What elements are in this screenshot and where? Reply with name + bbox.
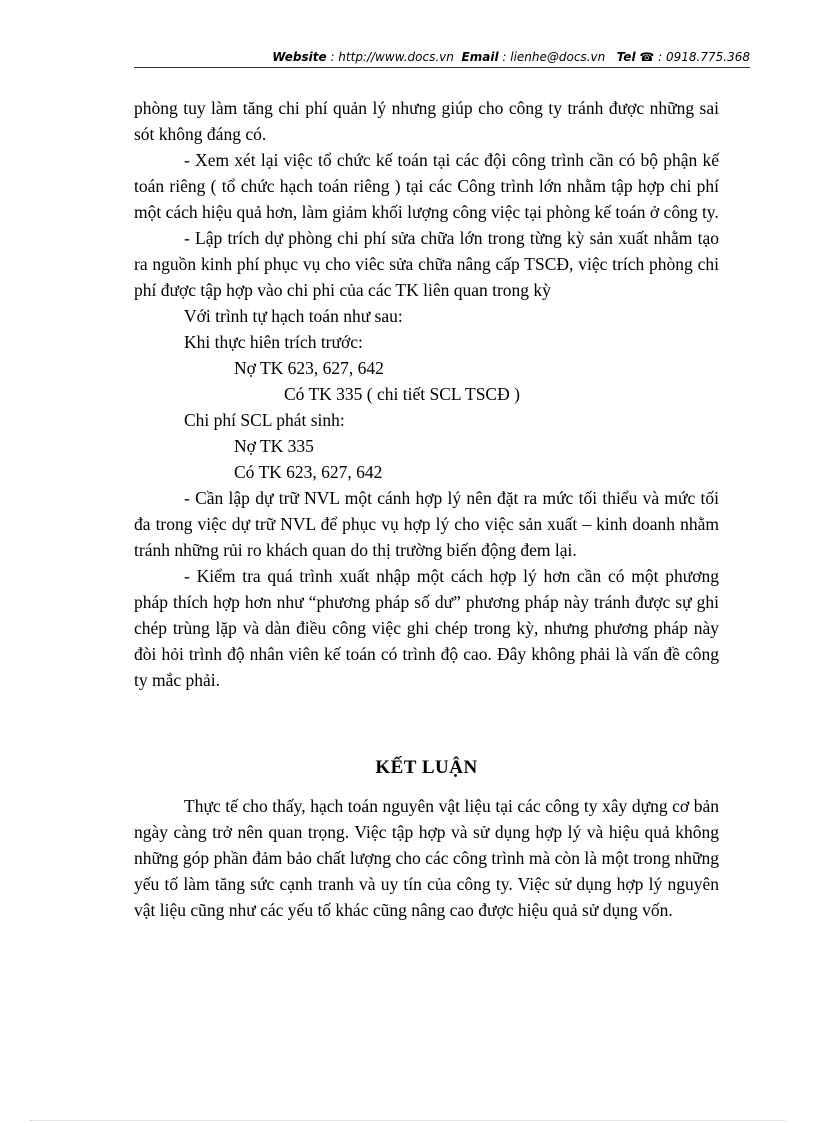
incurred-credit: Có TK 623, 627, 642 <box>234 462 383 482</box>
accrual-credit: Có TK 335 ( chi tiết SCL TSCĐ ) <box>284 384 520 404</box>
tel-label: Tel <box>616 50 636 64</box>
email-label: Email <box>461 50 499 64</box>
accrual-label: Khi thực hiên trích trước: <box>184 332 363 352</box>
tel-value: 0918.775.368 <box>666 50 750 64</box>
email-link[interactable]: lienhe@docs.vn <box>510 50 606 64</box>
email-separator: : <box>498 50 511 64</box>
header-divider <box>134 67 750 68</box>
tel-separator: : <box>654 50 667 64</box>
conclusion-title: KẾT LUẬN <box>375 757 478 778</box>
incurred-label: Chi phí SCL phát sinh: <box>184 410 345 430</box>
page-bottom-border <box>30 1120 786 1121</box>
accrual-debit: Nợ TK 623, 627, 642 <box>234 358 384 378</box>
paragraph-2: - Xem xét lại việc tổ chức kế toán tại các đội công trình cần có bộ phận kế toán riêng ( tổ chức hạch toán riêng ) tại các Công trình lớn nhằm tập hợp chi phí một cách hiệu quả hơn, làm giảm khối lượng công việc tại phòng kế toán ở công ty. <box>134 150 719 222</box>
procedure-intro: Với trình tự hạch toán như sau: <box>184 306 403 326</box>
paragraph-4: - Cần lập dự trữ NVL một cánh hợp lý nên đặt ra mức tối thiểu và mức tối đa trong việc dự trữ NVL để phục vụ hợp lý cho việc sản xuất – kinh doanh nhằm tránh những rủi ro khách quan do thị trường biến động đem lại. <box>134 488 719 560</box>
phone-icon: ☎ <box>639 50 655 64</box>
paragraph-5: - Kiểm tra quá trình xuất nhập một cách hợp lý hơn cần có một phương pháp thích hợp hơn như “phương pháp số dư” phương pháp này tránh được sự ghi chép trùng lặp và dàn điều công việc ghi chép trong kỳ, nhưng phương pháp này đòi hỏi trình độ nhân viên kế toán có trình độ cao. Đây không phải là vấn đề công ty mắc phải. <box>134 566 719 690</box>
incurred-debit: Nợ TK 335 <box>234 436 314 456</box>
document-body <box>134 95 719 923</box>
conclusion-paragraph: Thực tế cho thấy, hạch toán nguyên vật liệu tại các công ty xây dựng cơ bản ngày càng trở nên quan trọng. Việc tập hợp và sử dụng hợp lý và hiệu quả không những góp phần đảm bảo chất lượng cho các công trình mà còn là một trong những yếu tố làm tăng sức cạnh tranh và uy tín của công ty. Việc sử dụng hợp lý nguyên vật liệu cũng như các yếu tố khác cũng nâng cao được hiệu quả sử dụng vốn. <box>134 796 719 920</box>
website-link[interactable]: http://www.docs.vn <box>338 50 454 64</box>
paragraph-3: - Lập trích dự phòng chi phí sửa chữa lớn trong từng kỳ sản xuất nhằm tạo ra nguồn kinh phí phục vụ cho viêc sửa chữa nâng cấp TSCĐ, việc trích phòng chi phí được tập hợp vào chi phi của các TK liên quan trong kỳ <box>134 228 719 300</box>
page-header <box>134 47 750 67</box>
paragraph-1: phòng tuy làm tăng chi phí quản lý nhưng giúp cho công ty tránh được những sai sót không đáng có. <box>134 98 719 144</box>
website-separator: : <box>326 50 339 64</box>
website-label: Website <box>272 50 327 64</box>
